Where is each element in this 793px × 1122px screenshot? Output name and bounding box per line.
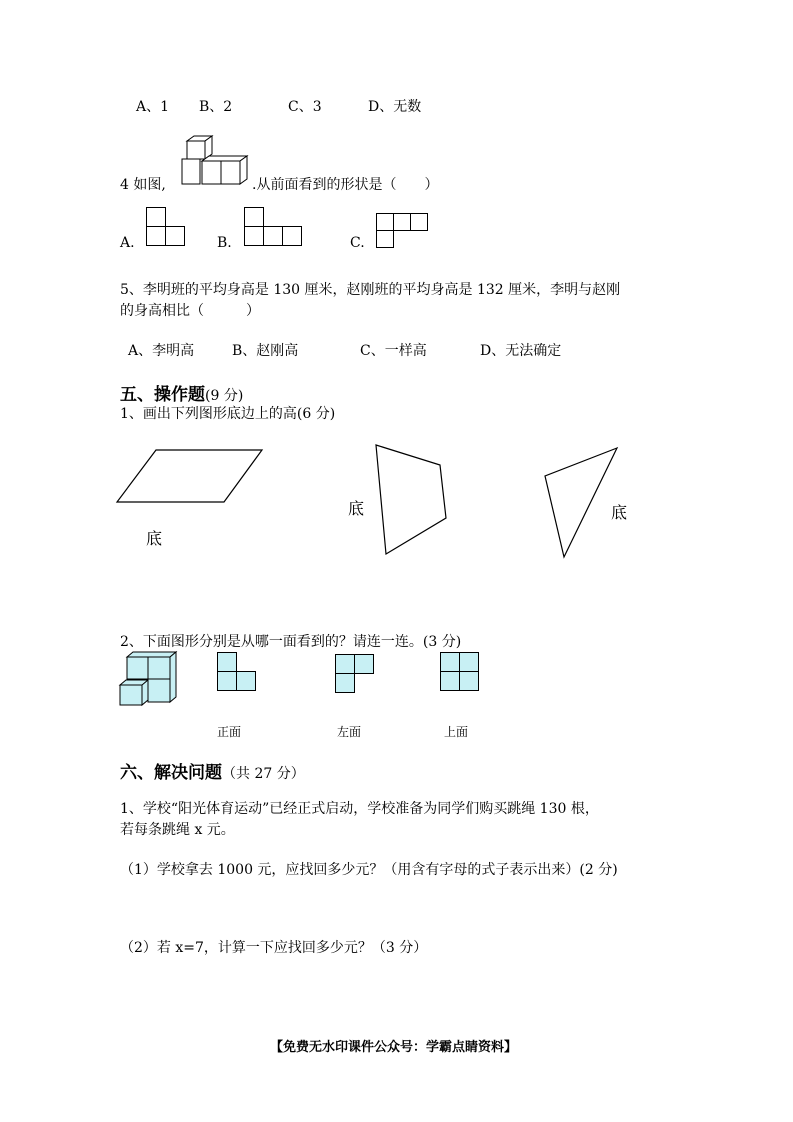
base-label-triangle: 底 — [611, 503, 628, 522]
section-6-sub-2: （2）若 x=7，计算一下应找回多少元？（3 分） — [120, 940, 428, 956]
q5-option-b: B、赵刚高 — [232, 343, 299, 359]
q4-option-a-shape — [146, 207, 186, 247]
q4-option-a-label: A. — [120, 235, 135, 251]
q5-line-1: 5、李明班的平均身高是 130 厘米，赵刚班的平均身高是 132 厘米，李明与赵刚 — [120, 282, 621, 298]
q5-option-c: C、一样高 — [360, 343, 427, 359]
cube-stack-figure — [119, 651, 189, 711]
q3-option-a: A、1 — [136, 99, 170, 115]
section-5-heading — [120, 380, 243, 405]
base-label-parallelogram: 底 — [146, 529, 163, 548]
trapezoid-shape — [376, 445, 446, 554]
q4-option-c-label: C. — [350, 235, 365, 251]
q3-option-d: D、无数 — [368, 99, 422, 115]
shapes-for-heights — [0, 440, 793, 570]
section-5-q1: 1、画出下列图形底边上的高(6 分) — [120, 406, 336, 422]
q4-cube-figure — [182, 136, 252, 188]
footer-text: 【免费无水印课件公众号：学霸点睛资料】 — [270, 1040, 518, 1055]
view-shape-1 — [217, 652, 259, 694]
q5-option-d: D、无法确定 — [480, 343, 562, 359]
section-6-q1-line-2: 若每条跳绳 x 元。 — [120, 822, 235, 838]
q3-option-b: B、2 — [199, 99, 233, 115]
section-5-points: (9 分) — [205, 388, 244, 404]
section-6-points: （共 27 分） — [222, 766, 305, 782]
section-6-q1-line-1: 1、学校“阳光体育运动”已经正式启动，学校准备为同学们购买跳绳 130 根， — [120, 801, 599, 817]
q4-option-b-label: B. — [217, 235, 232, 251]
q4-question: .从前面看到的形状是（ ） — [252, 177, 439, 193]
parallelogram-shape — [117, 450, 262, 502]
view-label-front: 正面 — [217, 725, 242, 739]
q5-option-a: A、李明高 — [128, 343, 195, 359]
section-6-sub-1: （1）学校拿去 1000 元，应找回多少元？（用含有字母的式子表示出来）(2 分) — [120, 862, 618, 878]
base-label-trapezoid: 底 — [348, 499, 365, 518]
view-label-top: 上面 — [444, 725, 469, 739]
triangle-shape — [545, 448, 617, 557]
q5-line-2: 的身高相比（ ） — [120, 303, 260, 319]
q4-option-c-shape — [376, 213, 430, 249]
section-5-title: 五、操作题 — [120, 385, 205, 405]
section-5-q2: 2、下面图形分别是从哪一面看到的？请连一连。(3 分) — [120, 634, 462, 650]
view-label-left: 左面 — [337, 725, 362, 739]
section-6-title: 六、解决问题 — [120, 763, 222, 783]
q4-prefix: 4 如图, — [120, 177, 166, 193]
view-shape-3 — [440, 652, 482, 694]
section-6-heading — [120, 758, 305, 783]
view-shape-2 — [335, 654, 377, 696]
q3-option-c: C、3 — [288, 99, 322, 115]
q4-option-b-shape — [244, 207, 304, 247]
